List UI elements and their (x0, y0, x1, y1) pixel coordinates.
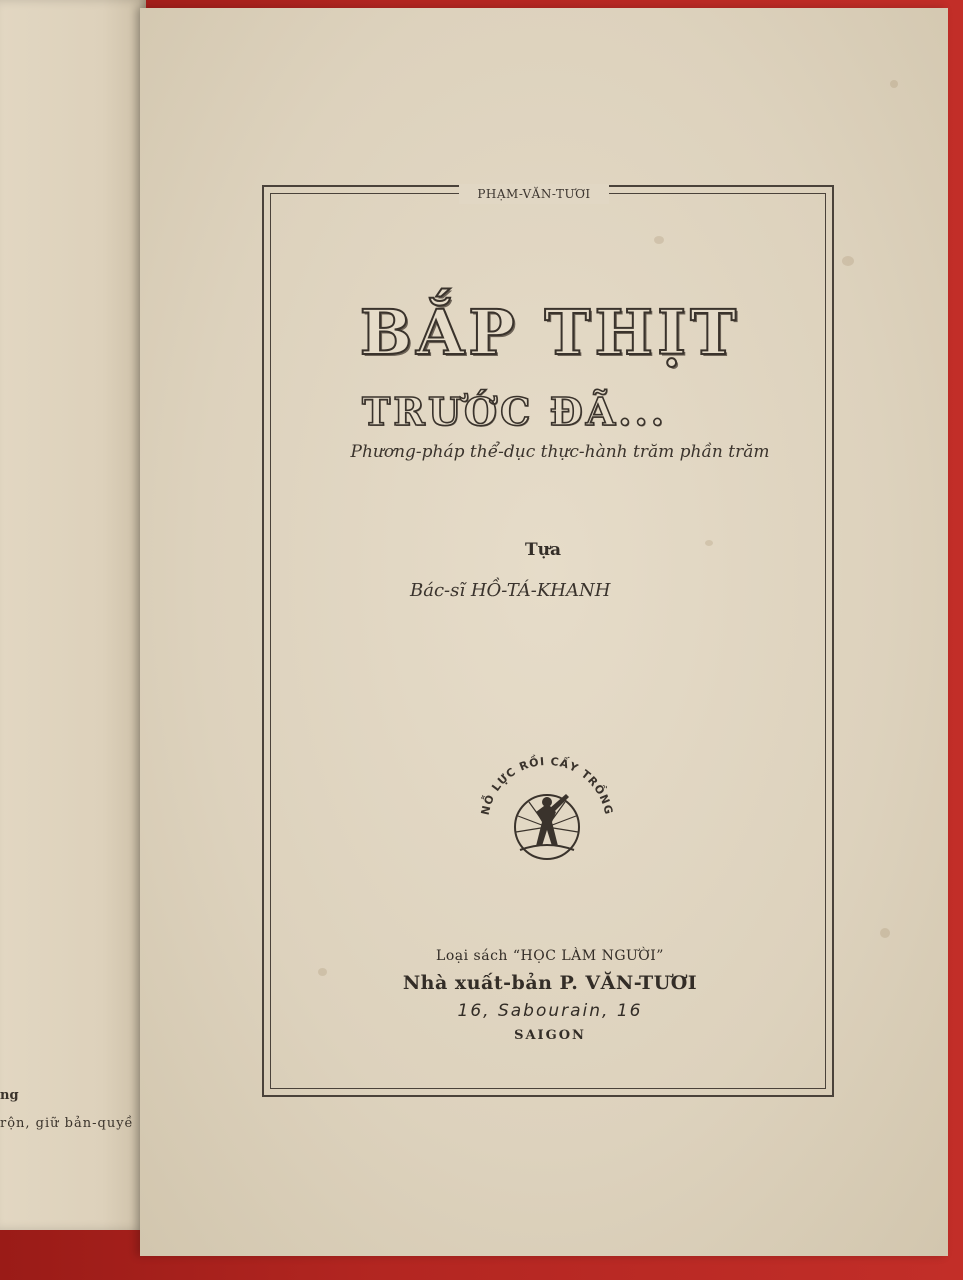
book-title-line-2: TRƯỚC ĐÃ... (362, 389, 667, 434)
left-page-fragment: rộn, giữ bản-quyề (0, 1116, 134, 1131)
book-series: Loại sách “HỌC LÀM NGƯỜI” (436, 948, 664, 964)
publisher-city: SAIGON (514, 1028, 586, 1043)
left-page-fragment: ng (0, 1088, 19, 1103)
left-facing-page (0, 0, 146, 1230)
paper-stain (890, 80, 898, 88)
publisher-logo-emblem (470, 742, 620, 872)
publisher-info (300, 944, 800, 1048)
preface-author: Bác-sĩ HỒ-TÁ-KHANH (410, 580, 611, 601)
preface-label: Tựa (525, 540, 562, 560)
publisher-name: Nhà xuất-bản P. VĂN-TƯƠI (402, 972, 698, 994)
logo-motto: NỖ LỰC RỒI CẤY TRỒNG (478, 754, 616, 817)
paper-stain (842, 256, 854, 266)
author-name: PHẠM-VĂN-TƯƠI (459, 184, 609, 204)
book-subtitle: Phương-pháp thể-dục thực-hành trăm phần trăm (350, 442, 770, 462)
paper-stain (880, 928, 890, 938)
book-title: BẮP THỊT (359, 296, 741, 369)
publisher-address: 16, Sabourain, 16 (457, 1001, 643, 1021)
